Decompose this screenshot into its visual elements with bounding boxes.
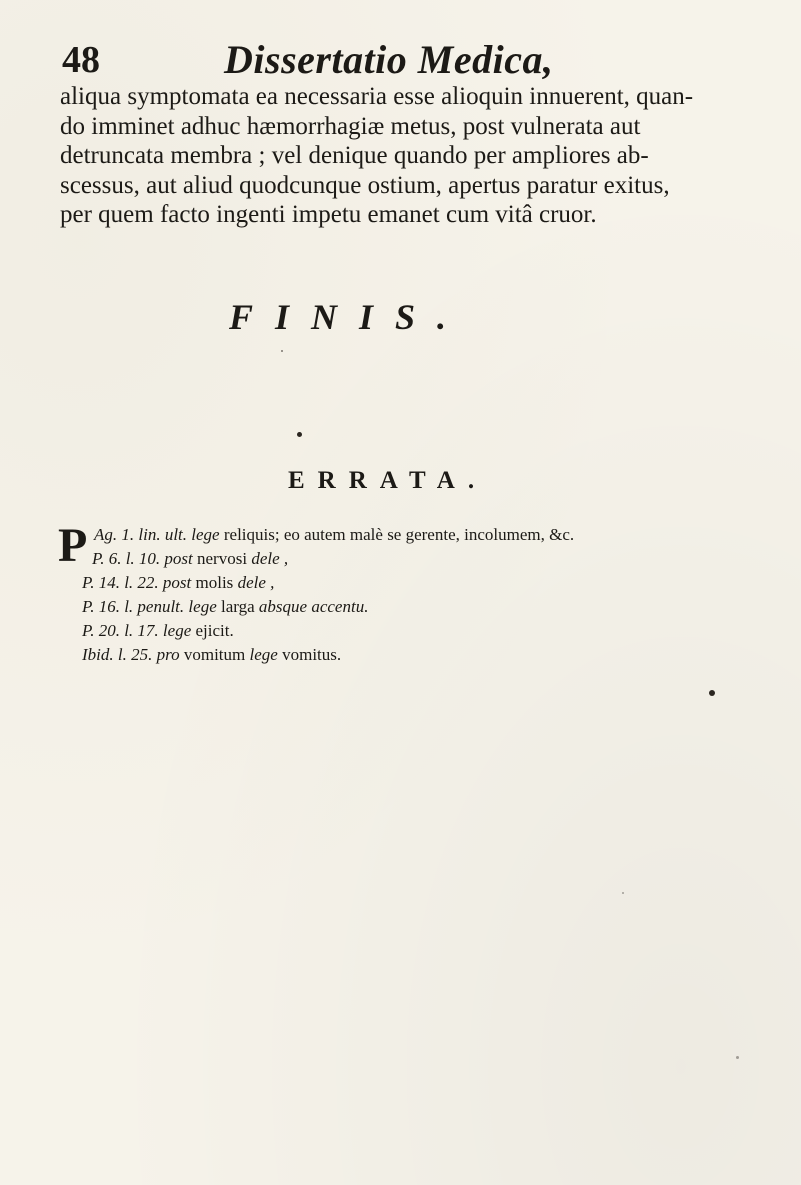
erratum-directive: lege bbox=[188, 597, 217, 616]
erratum-after: dele , bbox=[237, 573, 275, 592]
errata-list bbox=[58, 519, 758, 667]
erratum-directive: post bbox=[162, 573, 192, 592]
ink-speck bbox=[622, 892, 624, 894]
erratum-ref: P. 16. l. penult. bbox=[82, 597, 185, 616]
erratum-ref: P. 14. l. 22. bbox=[82, 573, 159, 592]
erratum-after: lege bbox=[249, 645, 278, 664]
erratum-text: vomitum bbox=[183, 645, 246, 664]
text-line: do imminet adhuc hæmorrhagiæ metus, post vulnerata aut bbox=[60, 112, 641, 140]
errata-heading: ERRATA. bbox=[288, 467, 488, 494]
erratum-text: molis bbox=[195, 573, 234, 592]
erratum-directive: post bbox=[164, 549, 193, 568]
text-line: detruncata membra ; vel denique quando per ampliores ab- bbox=[60, 142, 649, 169]
erratum-text: larga bbox=[221, 597, 255, 616]
erratum-directive: lege bbox=[162, 621, 192, 640]
erratum-text: reliquis; eo autem malè se gerente, incolumem, &c. bbox=[223, 525, 575, 544]
erratum-after-text: vomitus. bbox=[282, 645, 342, 664]
erratum-text: ejicit. bbox=[195, 621, 234, 640]
erratum-after: dele , bbox=[251, 549, 289, 568]
drop-cap: P bbox=[58, 519, 88, 572]
erratum-entry bbox=[58, 643, 758, 667]
erratum-directive: pro bbox=[156, 645, 180, 664]
erratum-ref: Ag. 1. lin. ult. bbox=[94, 525, 188, 544]
text-line: aliqua symptomata ea necessaria esse alioquin innuerent, quan- bbox=[60, 83, 694, 110]
erratum-entry bbox=[58, 571, 758, 595]
running-title: Dissertatio Medica, bbox=[224, 37, 554, 82]
erratum-entry bbox=[58, 619, 758, 643]
text-line: scessus, aut aliud quodcunque ostium, apertus paratur exitus, bbox=[60, 171, 670, 199]
erratum-ref: P. 20. l. 17. bbox=[82, 621, 159, 640]
ink-speck bbox=[297, 432, 302, 437]
erratum-entry bbox=[58, 595, 758, 619]
erratum-directive: lege bbox=[191, 525, 220, 544]
ink-speck bbox=[281, 350, 283, 352]
erratum-ref: Ibid. l. 25. bbox=[82, 645, 153, 664]
erratum-ref: P. 6. l. 10. bbox=[92, 549, 161, 568]
erratum-text: nervosi bbox=[197, 549, 248, 568]
erratum-after: absque accentu. bbox=[258, 597, 369, 616]
ink-speck bbox=[736, 1056, 739, 1059]
ink-speck bbox=[709, 690, 715, 696]
body-paragraph bbox=[60, 82, 750, 230]
erratum-entry bbox=[58, 547, 758, 571]
finis-heading: FINIS. bbox=[229, 297, 469, 337]
text-line: per quem facto ingenti impetu emanet cum vitâ cruor. bbox=[60, 201, 597, 228]
page-number: 48 bbox=[62, 39, 100, 81]
